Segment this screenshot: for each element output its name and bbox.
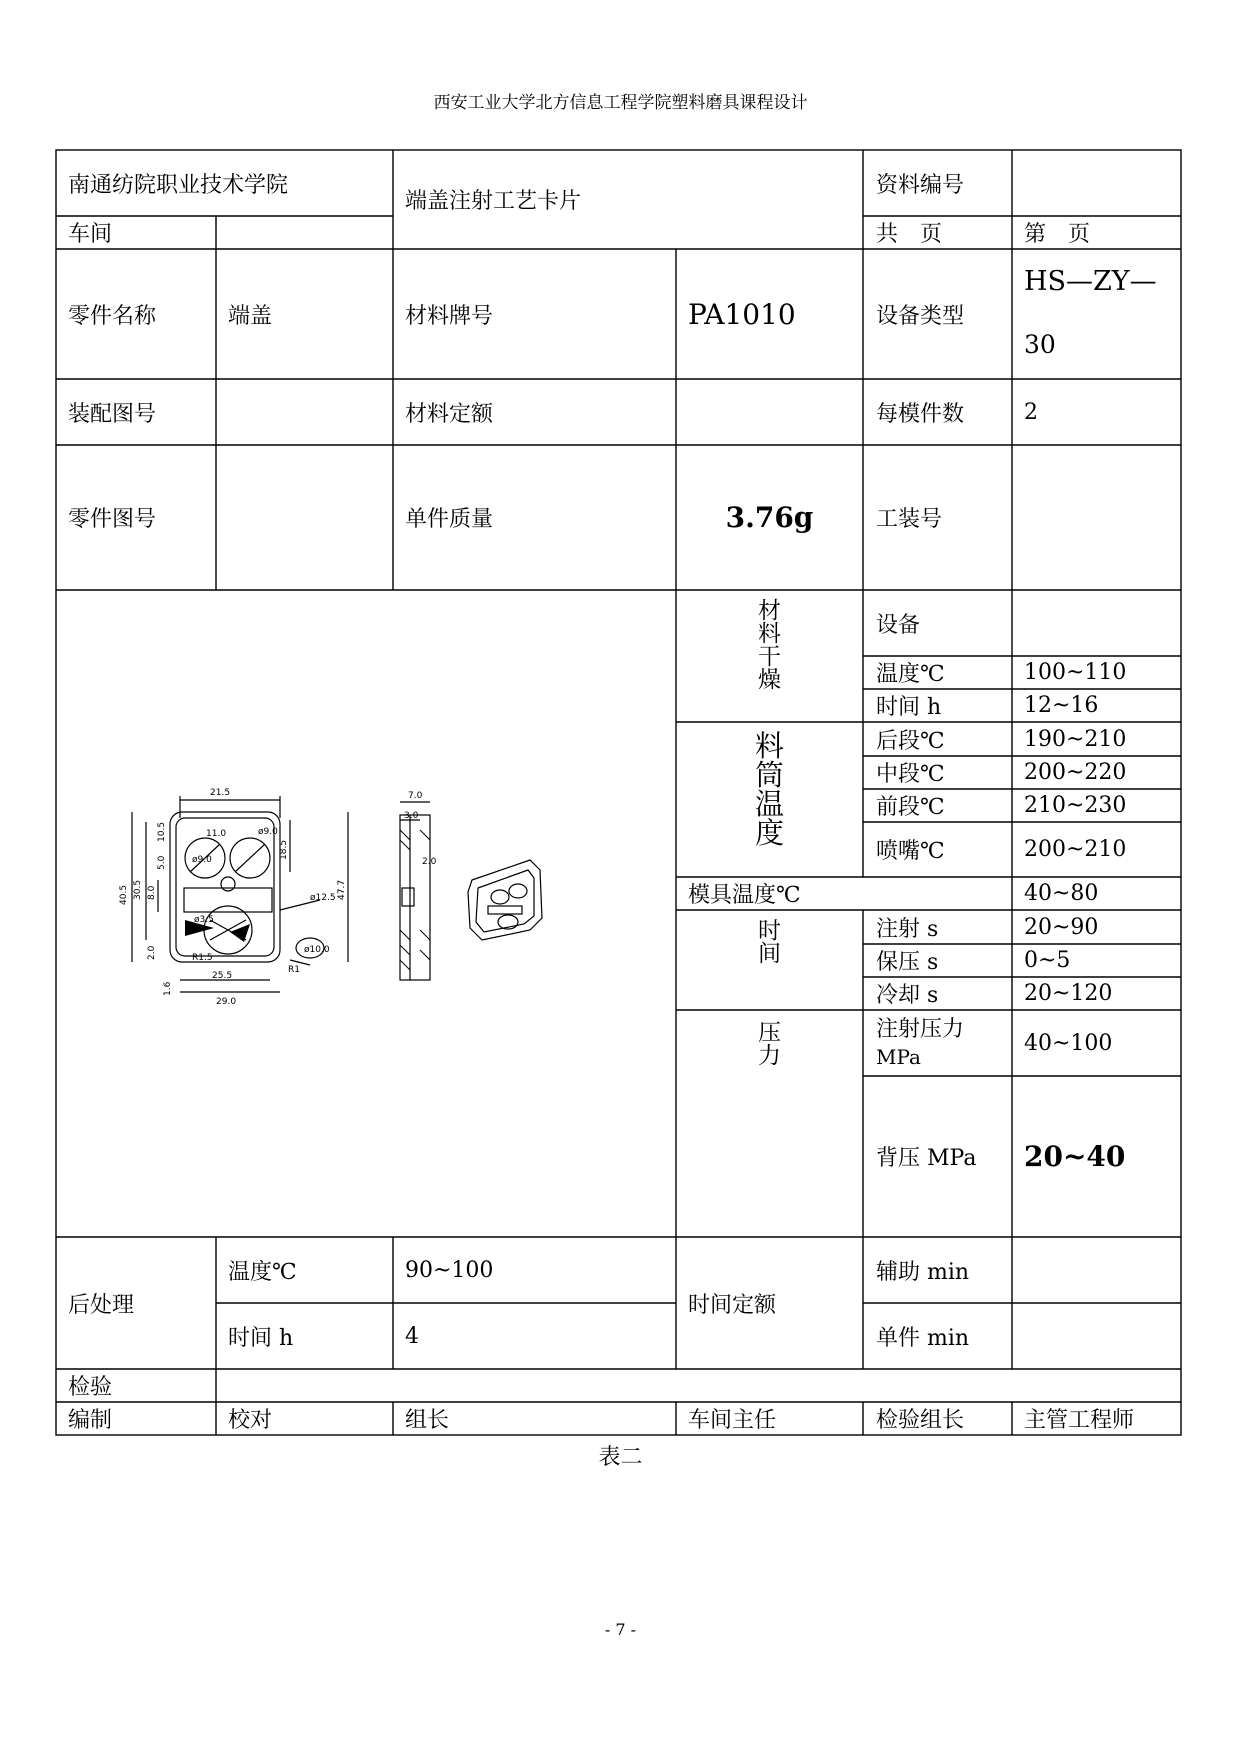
aux-time-label: 辅助 min — [876, 1259, 970, 1285]
dim-label: R1.5 — [192, 953, 213, 963]
cool-value: 20~120 — [1024, 981, 1113, 1006]
parts-per-mold-label: 每模件数 — [876, 401, 965, 427]
hold-value: 0~5 — [1024, 948, 1071, 973]
nozzle-value: 200~210 — [1024, 837, 1127, 862]
inject-label: 注射 s — [876, 916, 939, 942]
director-label: 车间主任 — [688, 1408, 777, 1433]
assembly-no-label: 装配图号 — [68, 401, 157, 427]
pressure-label — [676, 1022, 863, 1068]
dim-label: 21.5 — [210, 788, 231, 798]
workshop-label: 车间 — [68, 222, 113, 247]
post-temp-label: 温度℃ — [228, 1259, 297, 1285]
back-pressure-label: 背压 MPa — [876, 1146, 977, 1171]
time-quota-label: 时间定额 — [688, 1292, 777, 1318]
inj-pressure-label-1: 注射压力 — [876, 1017, 965, 1042]
time-label — [676, 920, 863, 966]
vertical-label-char: 度 — [754, 816, 784, 850]
dim-label: 18.5 — [279, 839, 289, 860]
material-quota-label: 材料定额 — [405, 401, 494, 427]
drying-label — [676, 600, 863, 692]
part-name: 端盖 — [228, 303, 273, 329]
check-label: 校对 — [228, 1408, 273, 1433]
part-drawing-label: 零件图号 — [68, 507, 157, 532]
inspect-leader-label: 检验组长 — [876, 1408, 965, 1433]
dim-label: 2.0 — [422, 857, 437, 867]
dim-label: ø12.5 — [310, 893, 336, 903]
vertical-label-char: 料 — [754, 729, 784, 763]
front-value: 210~230 — [1024, 793, 1127, 818]
dim-label: 47.7 — [337, 879, 347, 900]
dim-label: R1 — [288, 965, 300, 975]
page-label: 第 页 — [1024, 222, 1091, 247]
nozzle-label: 喷嘴℃ — [876, 839, 945, 864]
dim-label: 40.5 — [119, 884, 129, 905]
inspect-label: 检验 — [68, 1375, 113, 1400]
vertical-label-char: 温 — [754, 787, 784, 821]
dim-label: 10.5 — [157, 821, 167, 842]
dim-label: ø10.0 — [304, 945, 330, 955]
vertical-label-char: 干 — [758, 644, 781, 670]
middle-value: 200~220 — [1024, 760, 1127, 785]
leader-label: 组长 — [405, 1408, 450, 1433]
vertical-label-char: 压 — [758, 1020, 781, 1046]
material-label: 材料牌号 — [405, 303, 494, 329]
dim-label: 29.0 — [216, 997, 237, 1007]
vertical-label-char: 材 — [758, 598, 781, 624]
dry-time: 12~16 — [1024, 693, 1099, 718]
equipment-type-line1: HS—ZY— — [1024, 266, 1157, 297]
table-caption: 表二 — [598, 1445, 643, 1470]
dim-label: 25.5 — [212, 971, 233, 981]
chief-engineer-label: 主管工程师 — [1024, 1408, 1135, 1433]
dry-temp-label: 温度℃ — [876, 662, 945, 687]
post-time-label: 时间 h — [228, 1325, 294, 1351]
equipment-label: 设备 — [876, 612, 921, 638]
material-value: PA1010 — [688, 297, 796, 331]
doc-no-label: 资料编号 — [876, 172, 965, 198]
post-temp: 90~100 — [405, 1257, 494, 1283]
barrel-temp-label — [676, 729, 863, 850]
dry-time-label: 时间 h — [876, 695, 942, 720]
dim-label: 3.0 — [404, 811, 419, 821]
part-drawing — [110, 760, 650, 1020]
vertical-label-char: 燥 — [758, 667, 781, 693]
total-pages-label: 共 页 — [876, 222, 943, 247]
dim-label: 1.6 — [163, 981, 173, 996]
equipment-type-label: 设备类型 — [876, 303, 965, 329]
page-header: 西安工业大学北方信息工程学院塑料磨具课程设计 — [433, 93, 808, 113]
compile-label: 编制 — [68, 1408, 113, 1433]
dim-label: 8.0 — [147, 885, 157, 900]
mold-temp: 40~80 — [1024, 881, 1099, 906]
dim-label: 7.0 — [408, 791, 423, 801]
dim-label: 5.0 — [157, 855, 167, 870]
parts-per-mold: 2 — [1024, 399, 1038, 425]
dim-label: 30.5 — [133, 879, 143, 900]
part-name-label: 零件名称 — [68, 303, 157, 329]
post-time: 4 — [405, 1323, 419, 1349]
tooling-label: 工装号 — [876, 507, 943, 532]
vertical-label-char: 时 — [758, 918, 781, 944]
post-treatment-label: 后处理 — [68, 1292, 135, 1318]
dim-label: 11.0 — [206, 829, 227, 839]
vertical-label-char: 力 — [758, 1043, 781, 1069]
vertical-label-char: 料 — [758, 621, 781, 647]
equipment-type-line2: 30 — [1024, 330, 1056, 359]
dry-temp: 100~110 — [1024, 660, 1127, 685]
card-title: 端盖注射工艺卡片 — [405, 189, 582, 214]
middle-label: 中段℃ — [876, 762, 945, 787]
back-pressure: 20~40 — [1024, 1140, 1126, 1173]
rear-value: 190~210 — [1024, 726, 1127, 752]
dim-label: 2.0 — [147, 945, 157, 960]
inj-pressure: 40~100 — [1024, 1030, 1113, 1056]
hold-label: 保压 s — [876, 950, 939, 975]
inj-pressure-label-2: MPa — [876, 1045, 921, 1069]
dim-label: ø9.0 — [192, 855, 212, 865]
unit-mass: 3.76g — [725, 501, 814, 534]
school-name: 南通纺院职业技术学院 — [68, 172, 289, 198]
cool-label: 冷却 s — [876, 983, 939, 1008]
inject-value: 20~90 — [1024, 914, 1099, 940]
dim-label: ø9.0 — [258, 827, 278, 837]
vertical-label-char: 筒 — [754, 758, 784, 792]
unit-mass-label: 单件质量 — [405, 507, 494, 532]
dim-label: ø3.5 — [194, 915, 214, 925]
vertical-label-char: 间 — [758, 941, 781, 967]
unit-time-label: 单件 min — [876, 1325, 970, 1351]
page-number: - 7 - — [604, 1620, 637, 1639]
front-label: 前段℃ — [876, 795, 945, 820]
rear-label: 后段℃ — [876, 728, 945, 754]
mold-temp-label: 模具温度℃ — [688, 883, 801, 908]
